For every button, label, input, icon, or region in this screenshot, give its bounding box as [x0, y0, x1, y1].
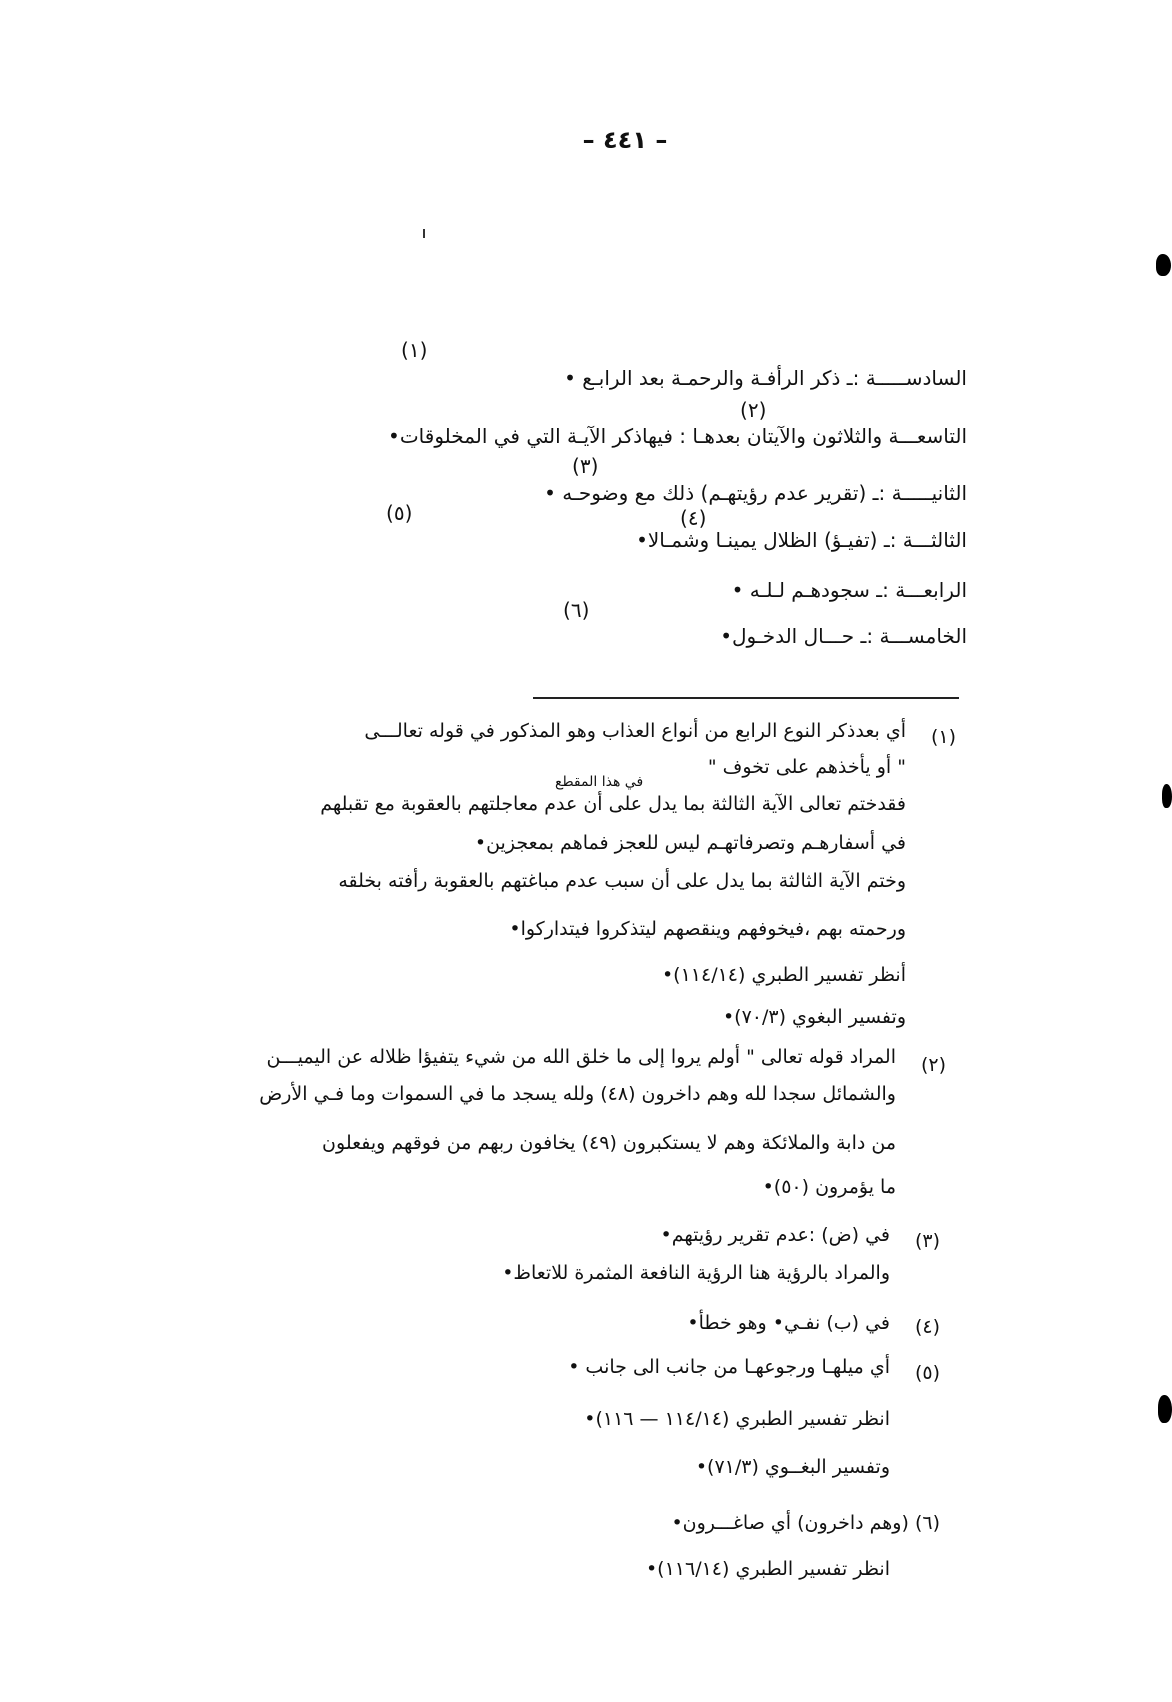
footnote-4-line-1: في (ب) نفـي• وهو خطأ•: [687, 1312, 890, 1334]
item-1-label: السادســـــة :ـ: [846, 366, 967, 390]
item-4-ref: (٤): [680, 506, 707, 530]
scan-tick: [423, 229, 425, 238]
footnote-6-line-2: انظر تفسير الطبري (١١٦/١٤)•: [645, 1558, 890, 1580]
footnote-1-line-7: أنظر تفسير الطبري (١١٤/١٤)•: [661, 964, 906, 986]
footnote-1-line-3: فقدختم تعالى الآية الثالثة بما يدل على أن عدم معاجلتهم بالعقوبة مع تقبلهم: [320, 793, 906, 815]
footnote-1-line-5: وختم الآية الثالثة بما يدل على أن سبب عدم مباغتهم بالعقوبة رأفته بخلقه: [338, 870, 906, 892]
item-4-text: (تفيـؤ) الظلال يمينـا وشمـالا•: [636, 528, 878, 552]
item-3-label: الثانيـــــة :ـ: [872, 481, 967, 505]
item-2-label: التاسعـــة والثلاثون والآيتان بعدهـا :: [679, 424, 967, 448]
footnote-1-line-8: وتفسير البغوي (٧٠/٣)•: [722, 1006, 906, 1028]
footnote-1-line-6: ورحمته بهم ،فيخوفهم وينقصهم ليتذكروا فيتداركوا•: [509, 918, 906, 940]
item-4-ref-2: (٥): [386, 501, 413, 525]
footnote-5-line-3: وتفسير البغــوي (٧١/٣)•: [695, 1456, 890, 1478]
footnote-3-line-2: والمراد بالرؤية هنا الرؤية النافعة المثمرة للاتعاظ•: [502, 1262, 890, 1284]
item-6-label: الخامســـة :ـ: [860, 624, 967, 648]
footnote-3-line-1: في (ض) :عدم تقرير رؤيتهم•: [660, 1224, 890, 1246]
item-5-label: الرابعـــة :ـ: [876, 578, 967, 602]
footnote-2-line-3: من دابة والملائكة وهم لا يستكبرون (٤٩) يخافون ربهم من فوقهم ويفعلون: [322, 1132, 896, 1154]
item-2-text: فيهاذكر الآيـة التي في المخلوقات•: [388, 424, 673, 448]
footnote-2-line-2: والشمائل سجدا لله وهم داخرون (٤٨) ولله يسجد ما في السموات وما فـي الأرض: [259, 1083, 896, 1105]
footnote-1-line-1: أي بعدذكر النوع الرابع من أنواع العذاب وهو المذكور في قوله تعالـــى: [364, 720, 906, 742]
footnote-6-line-1: (وهم داخرون) أي صاغـــرون•: [671, 1512, 909, 1534]
item-3: [544, 483, 967, 503]
footnote-1-margin-note: في هذا المقطع: [555, 774, 644, 790]
footnote-6-mark: (٦): [914, 1512, 940, 1534]
item-4: [636, 530, 967, 550]
item-2-ref: (٢): [740, 398, 767, 422]
footnote-4-mark: (٤): [914, 1316, 940, 1338]
item-6: [720, 626, 967, 646]
scan-mark-bottom-right: [1158, 1395, 1172, 1423]
item-1-ref: (١): [401, 338, 428, 362]
footnote-5-line-1: أي ميلهـا ورجوعهـا من جانب الى جانب •: [568, 1356, 890, 1378]
footnote-5-line-2: انظر تفسير الطبري (١١٤/١٤ — ١١٦)•: [584, 1408, 890, 1430]
footnote-1-line-2: " أو يأخذهم على تخوف ": [707, 756, 906, 778]
footnote-6-mark-and-line-1: [671, 1514, 940, 1533]
item-1: [564, 368, 967, 388]
item-6-text: حـــال الدخـول•: [720, 624, 855, 648]
item-4-label: الثالثـــة :ـ: [883, 528, 967, 552]
footnote-2-mark: (٢): [920, 1054, 946, 1076]
scan-mark-middle-right: [1162, 784, 1172, 808]
item-3-ref: (٣): [572, 454, 599, 478]
item-6-ref: (٦): [563, 598, 590, 622]
footnote-1-line-4: في أسفارهـم وتصرفاتهـم ليس للعجز فماهم بمعجزين•: [474, 832, 906, 854]
item-3-text: (تقرير عدم رؤيتهـم) ذلك مع وضوحـه •: [544, 481, 867, 505]
footnote-separator: [533, 697, 959, 699]
item-1-text: ذكر الرأفـة والرحمـة بعد الرابـع •: [564, 366, 841, 390]
footnote-3-mark: (٣): [914, 1230, 940, 1252]
footnote-2-line-4: ما يؤمرون (٥٠)•: [762, 1176, 896, 1198]
page-number: – ٤٤١ –: [582, 126, 668, 154]
item-2: [388, 426, 967, 446]
footnote-2-line-1: المراد قوله تعالى " أولم يروا إلى ما خلق الله من شيء يتفيؤا ظلاله عن اليميـــن: [266, 1046, 896, 1068]
footnote-1-mark: (١): [930, 726, 956, 748]
item-5-text: سجودهـم لـلـه •: [731, 578, 870, 602]
footnote-5-mark: (٥): [914, 1362, 940, 1384]
item-5: [732, 580, 967, 600]
scan-mark-top-right: [1156, 254, 1171, 276]
